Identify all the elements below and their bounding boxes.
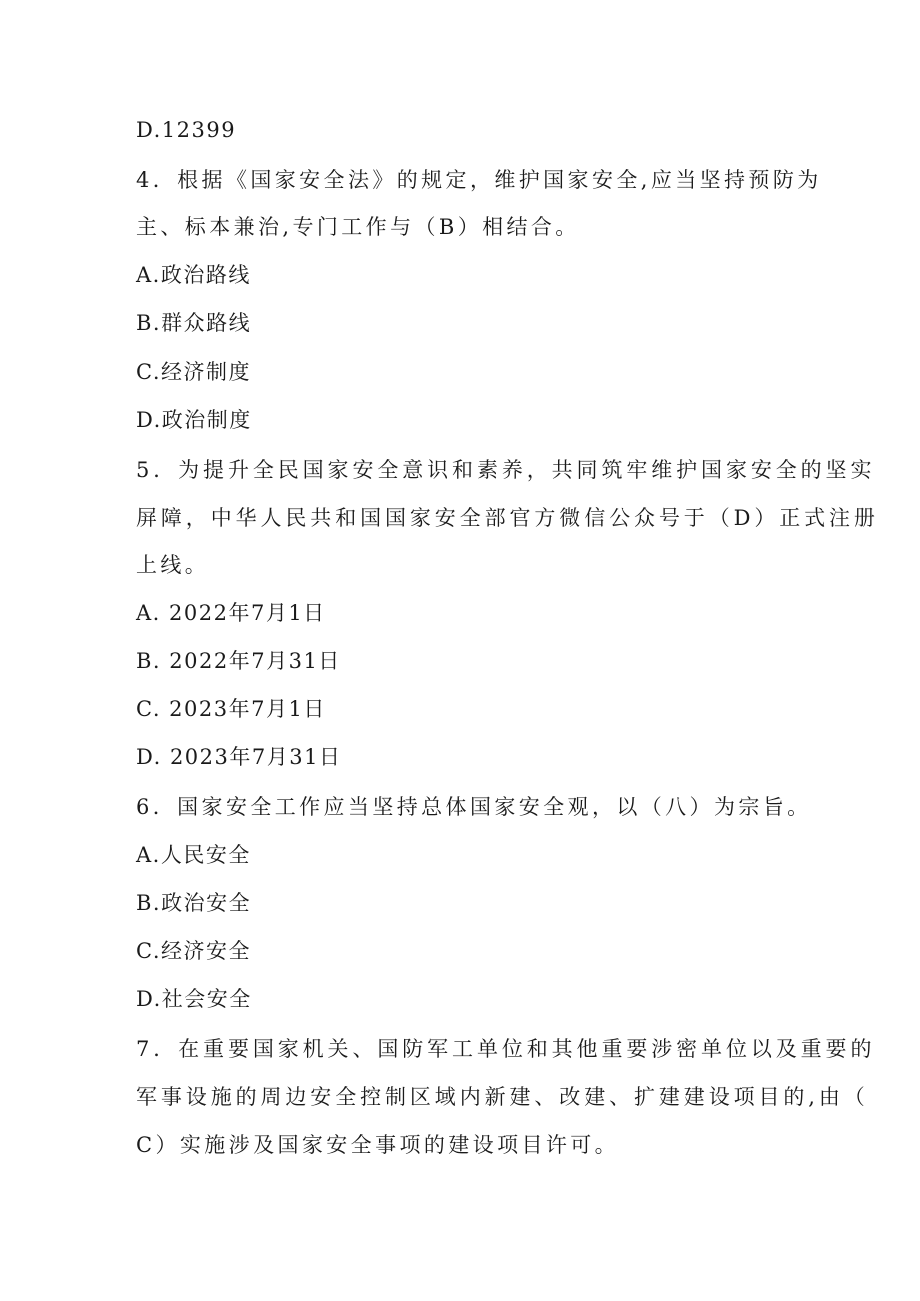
option-d-q3: D.12399 [136, 118, 237, 142]
question-7-line-1: 7．在重要国家机关、国防军工单位和其他重要涉密单位以及重要的 [136, 1037, 876, 1061]
question-5-line-3: 上线。 [136, 553, 210, 577]
option-d-q6: D.社会安全 [136, 987, 252, 1011]
option-a-q6: A.人民安全 [136, 843, 251, 867]
option-c-q6: C.经济安全 [136, 939, 251, 963]
question-5-line-2: 屏障，中华人民共和国国家安全部官方微信公众号于（D）正式注册 [136, 506, 879, 530]
question-5-line-1: 5．为提升全民国家安全意识和素养，共同筑牢维护国家安全的坚实 [136, 458, 876, 482]
option-c-q4: C.经济制度 [136, 360, 251, 384]
question-4-line-1: 4．根据《国家安全法》的规定，维护国家安全,应当坚持预防为 [136, 168, 822, 192]
option-d-q4: D.政治制度 [136, 408, 252, 432]
option-d-q5: D. 2023年7月31日 [136, 745, 342, 769]
option-b-q5: B. 2022年7月31日 [136, 649, 341, 673]
question-7-line-2: 军事设施的周边安全控制区域内新建、改建、扩建建设项目的,由（ [136, 1085, 869, 1109]
option-a-q5: A. 2022年7月1日 [136, 601, 326, 625]
option-a-q4: A.政治路线 [136, 263, 251, 287]
option-b-q4: B.群众路线 [136, 311, 252, 335]
option-c-q5: C. 2023年7月1日 [136, 697, 326, 721]
question-4-line-2: 主、标本兼治,专门工作与（B）相结合。 [136, 215, 580, 239]
question-7-line-3: C）实施涉及国家安全事项的建设项目许可。 [136, 1133, 620, 1157]
question-6-line-1: 6．国家安全工作应当坚持总体国家安全观，以（八）为宗旨。 [136, 795, 812, 819]
option-b-q6: B.政治安全 [136, 891, 252, 915]
